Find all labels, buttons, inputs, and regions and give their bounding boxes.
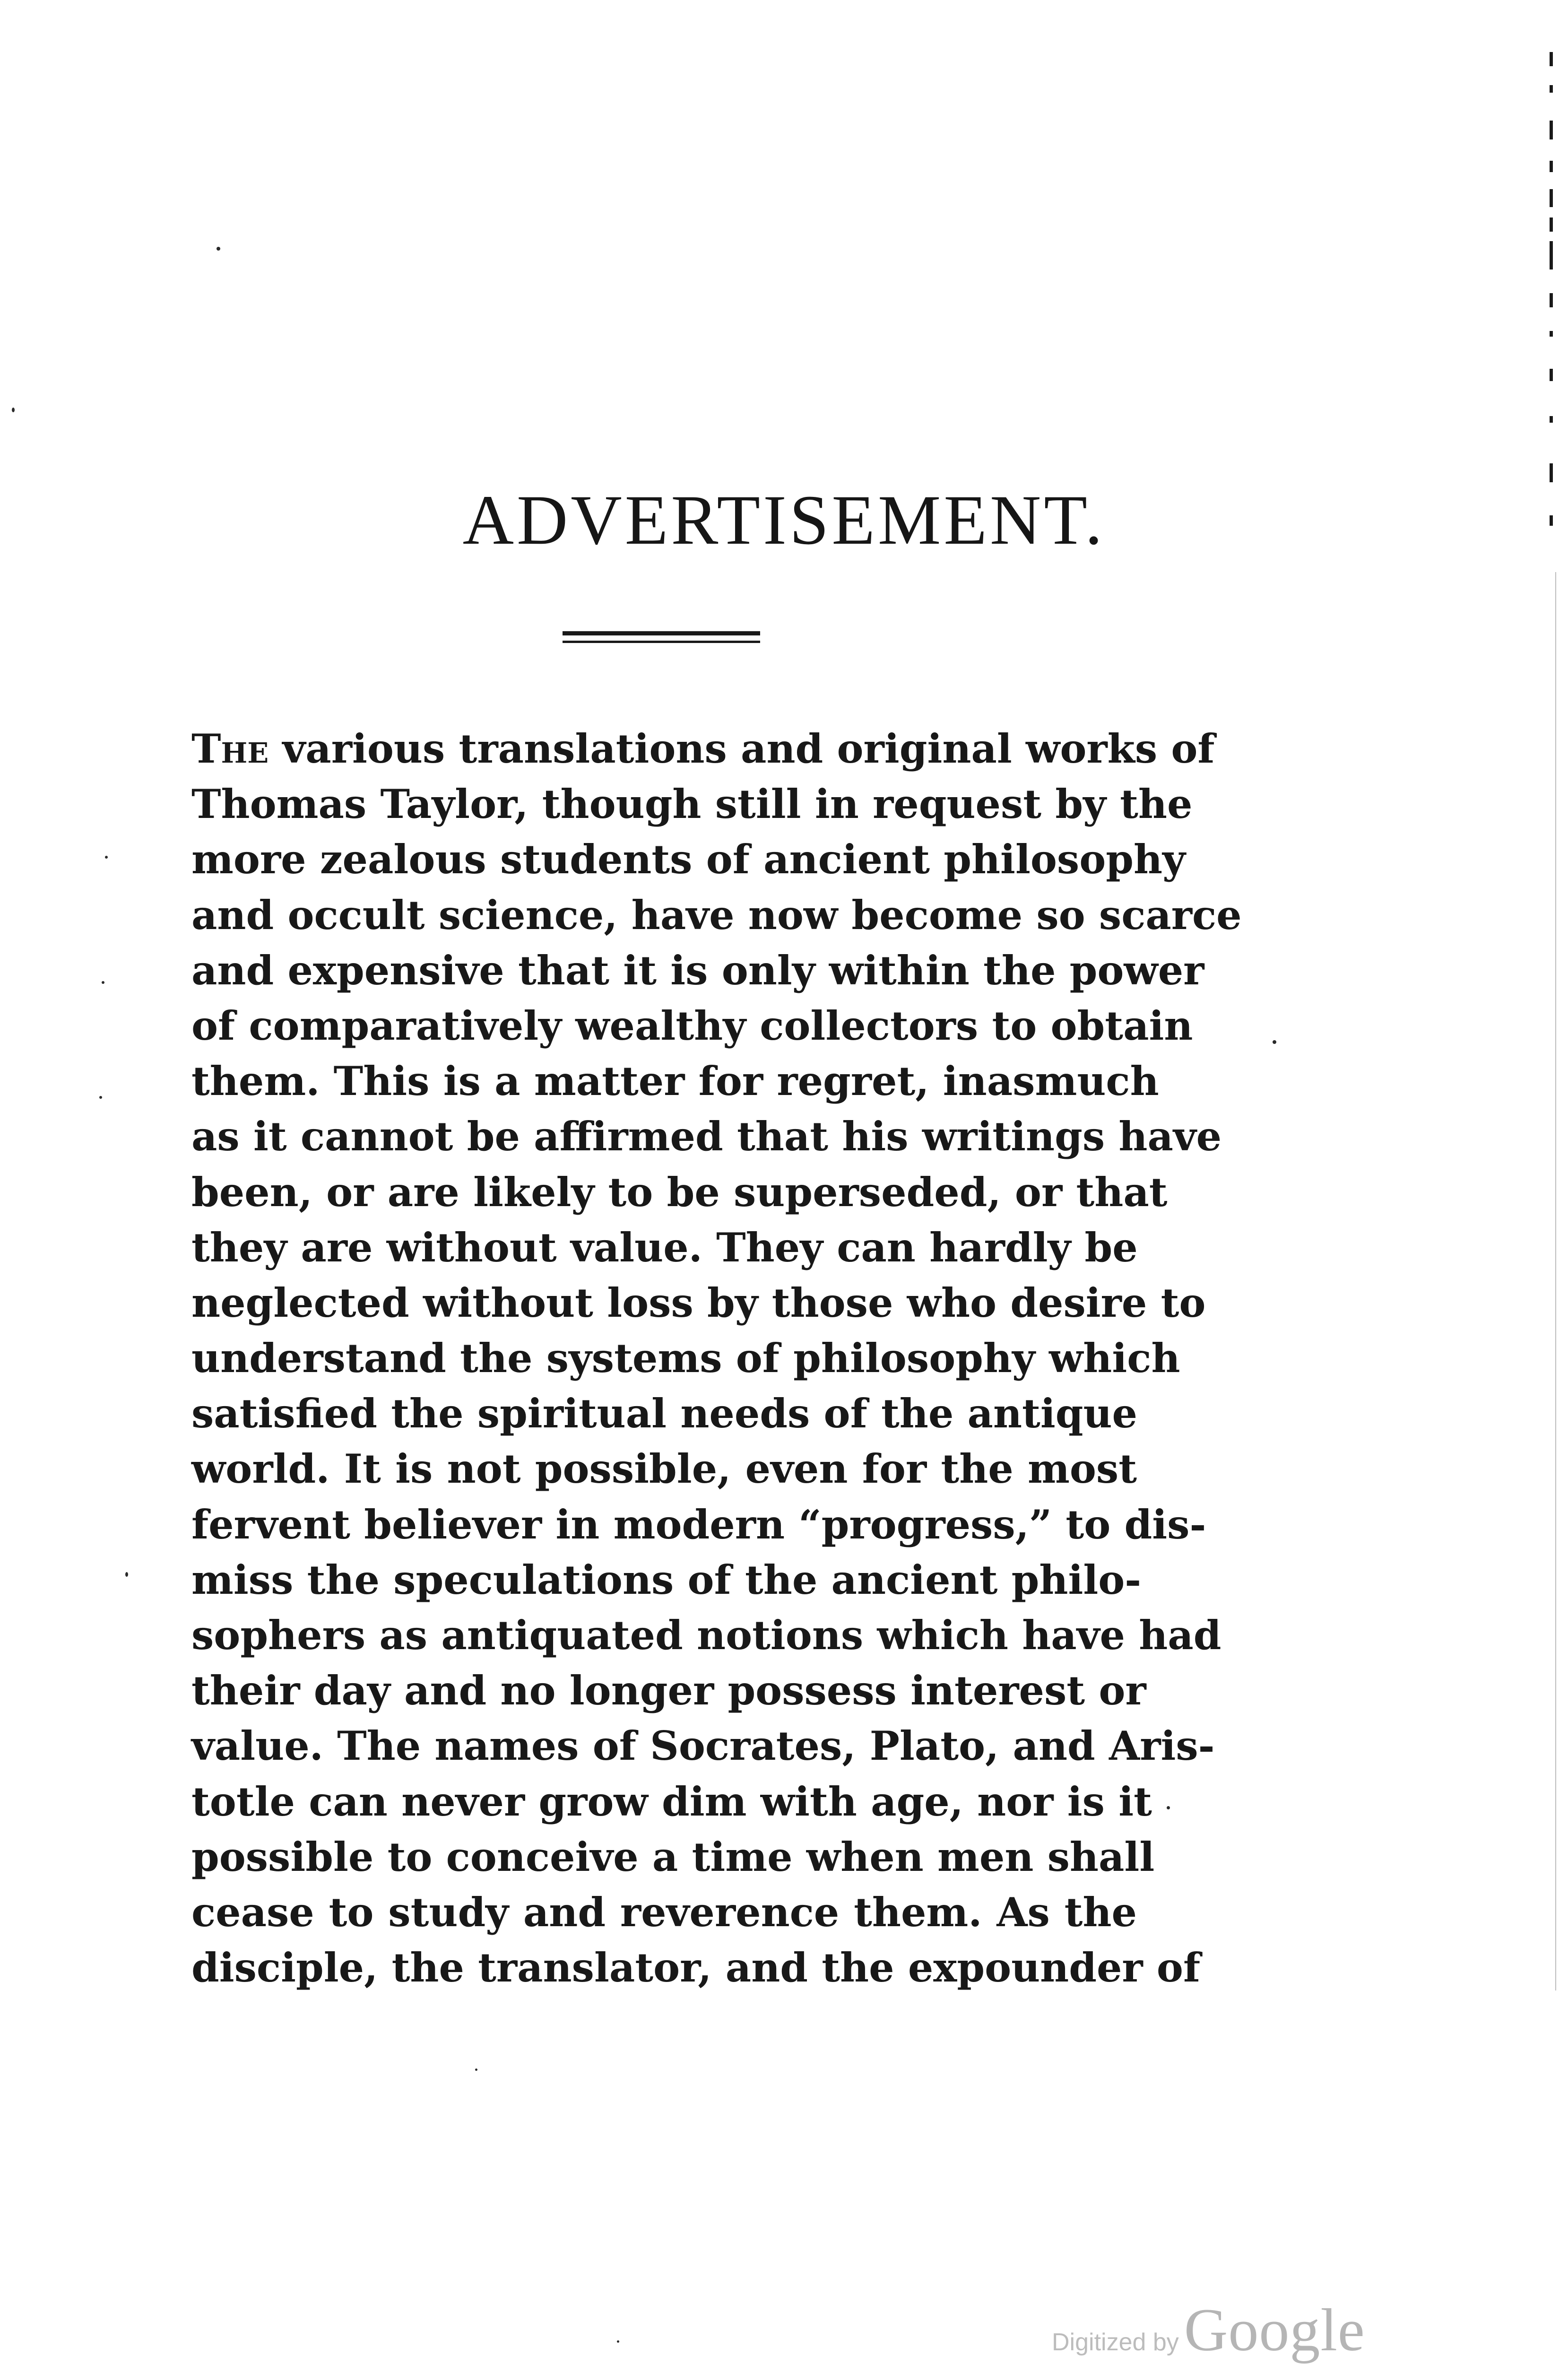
paragraph-line: they are without value. They can hardly be [191,1224,1138,1271]
paragraph-line: of comparatively wealthy collectors to obtain [191,1002,1193,1049]
page-edge-line [1555,572,1556,1990]
paragraph-line-text: various translations and original works of [269,725,1215,772]
page-heading: ADVERTISEMENT. [462,481,1106,559]
paragraph-line: satisfied the spiritual needs of the antique [191,1390,1137,1437]
paragraph-line: them. This is a matter for regret, inasmuch [191,1058,1159,1105]
digitized-by-watermark [1052,2295,1365,2362]
advertisement-paragraph [191,721,1242,1995]
paragraph-line: more zealous students of ancient philosophy [191,836,1186,883]
paragraph-line: been, or are likely to be superseded, or that [191,1168,1168,1216]
paragraph-line: cease to study and reverence them. As the [191,1888,1137,1936]
watermark-prefix: Digitized by [1052,2329,1179,2356]
heading-rule-thin [563,641,760,643]
paragraph-line: understand the systems of philosophy which [191,1335,1180,1382]
paragraph-line: world. It is not possible, even for the most [191,1445,1137,1493]
paragraph-line: possible to conceive a time when men shall [191,1833,1155,1880]
paragraph-line: totle can never grow dim with age, nor is it [191,1778,1152,1825]
paragraph-line: their day and no longer possess interest or [191,1667,1146,1714]
paragraph-line: neglected without loss by those who desire to [191,1279,1206,1326]
paragraph-line: disciple, the translator, and the expounder of [191,1944,1201,1991]
paragraph-line: and occult science, have now become so scarce [191,891,1242,939]
paragraph-line: Thomas Taylor, though still in request by the [191,781,1193,828]
paragraph-line: miss the speculations of the ancient philo- [191,1556,1142,1603]
paragraph-line: and expensive that it is only within the power [191,947,1204,994]
paragraph-line: fervent believer in modern “progress,” to dis- [191,1501,1206,1548]
lead-word: The [191,725,269,772]
heading-rule-thick [563,631,760,635]
paragraph-line: value. The names of Socrates, Plato, and Aris- [191,1722,1215,1770]
paragraph-line [191,721,1215,776]
paragraph-line: as it cannot be affirmed that his writings have [191,1113,1222,1160]
google-logo-text: Google [1184,2296,1365,2364]
paragraph-line: sophers as antiquated notions which have had [191,1612,1221,1659]
